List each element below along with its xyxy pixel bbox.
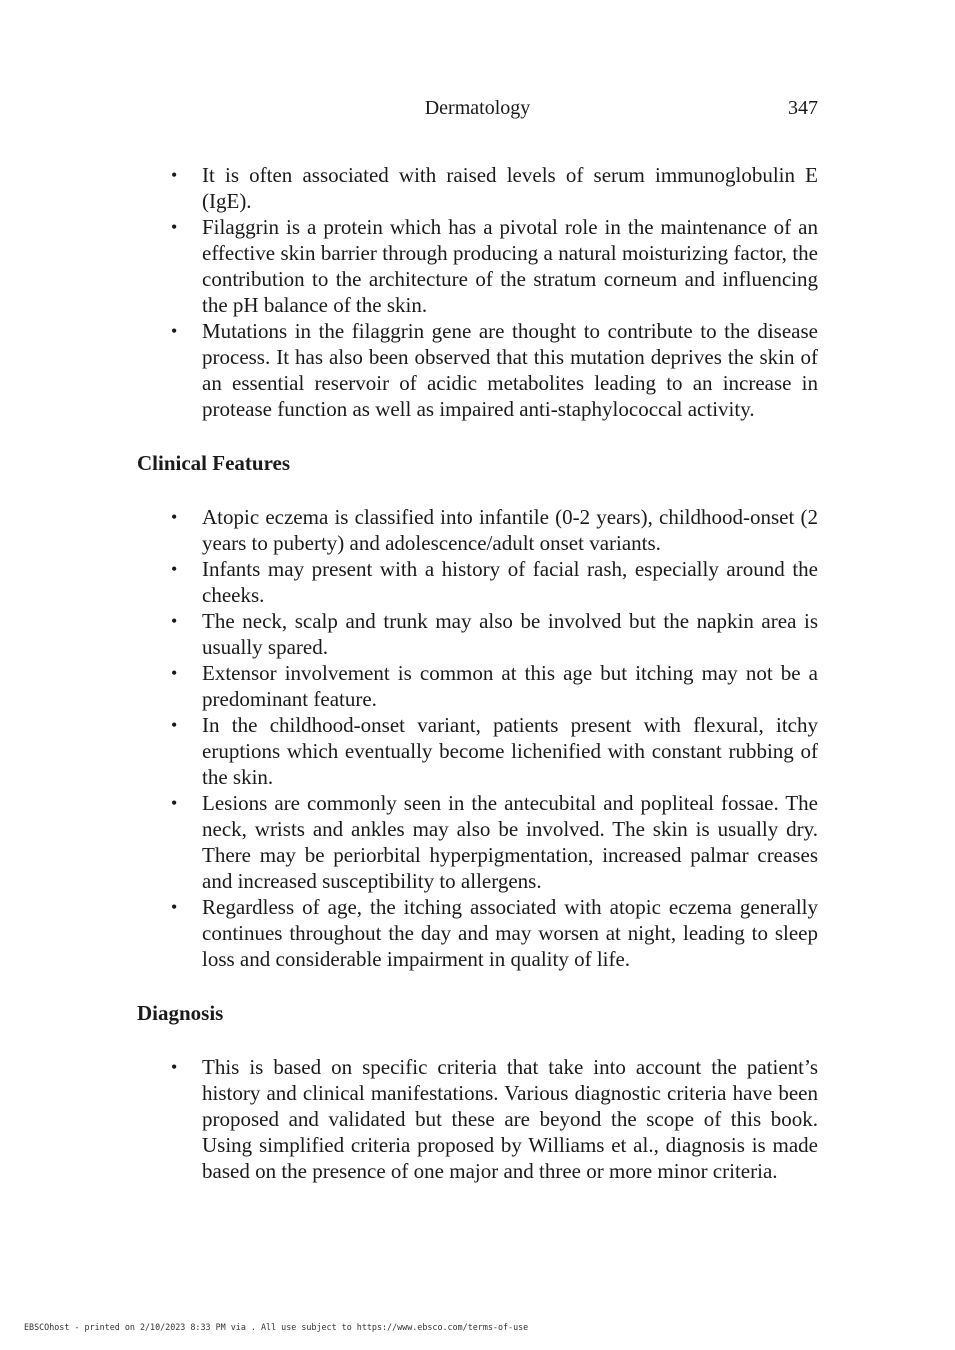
bullet-icon: •: [171, 1057, 178, 1077]
list-item-text: Atopic eczema is classified into infantile (0-2 years), childhood-onset (2 years to puberty) and adolescence/adult onset variants.: [202, 505, 818, 555]
page-body: [137, 162, 818, 1184]
bullet-icon: •: [171, 217, 178, 237]
section-heading-diagnosis: Diagnosis: [137, 1001, 224, 1025]
running-header: [137, 97, 818, 121]
diagnosis-bullet-list: [137, 1054, 818, 1184]
running-header-title: Dermatology: [424, 97, 531, 119]
list-item-text: Extensor involvement is common at this age but itching may not be a predominant feature.: [202, 661, 818, 711]
bullet-icon: •: [171, 559, 178, 579]
list-item: [137, 318, 818, 422]
bullet-icon: •: [171, 321, 178, 341]
intro-bullet-list: [137, 162, 818, 422]
bullet-icon: •: [171, 611, 178, 631]
clinical-features-bullet-list: [137, 504, 818, 972]
list-item: [137, 608, 818, 660]
bullet-icon: •: [171, 507, 178, 527]
bullet-icon: •: [171, 663, 178, 683]
list-item-text: Filaggrin is a protein which has a pivotal role in the maintenance of an effective skin barrier through producing a natural moisturizing factor, the contribution to the architecture of the stratum corneum and influencing the pH balance of the skin.: [202, 215, 818, 317]
print-footer: EBSCOhost - printed on 2/10/2023 8:33 PM via . All use subject to https://www.ebsco.com/terms-of-use: [24, 1322, 529, 1332]
list-item: [137, 214, 818, 318]
list-item: [137, 712, 818, 790]
bullet-icon: •: [171, 793, 178, 813]
list-item: [137, 660, 818, 712]
list-item-text: The neck, scalp and trunk may also be involved but the napkin area is usually spared.: [202, 609, 818, 659]
list-item: [137, 556, 818, 608]
list-item-text: Infants may present with a history of facial rash, especially around the cheeks.: [202, 557, 818, 607]
list-item-text: Regardless of age, the itching associated with atopic eczema generally continues throughout the day and may worsen at night, leading to sleep loss and considerable impairment in quality of life.: [202, 895, 818, 971]
list-item: [137, 790, 818, 894]
bullet-icon: •: [171, 897, 178, 917]
list-item: [137, 894, 818, 972]
list-item-text: This is based on specific criteria that take into account the patient’s history and clinical manifestations. Various diagnostic criteria have been proposed and validated but these are beyond the scope of this book. Using simplified criteria proposed by Williams et al., diagnosis is made based on the presence of one major and three or more minor criteria.: [202, 1055, 818, 1183]
list-item-text: Lesions are commonly seen in the antecubital and popliteal fossae. The neck, wrists and ankles may also be involved. The skin is usually dry. There may be periorbital hyperpigmentation, increased palmar creases and increased susceptibility to allergens.: [202, 791, 818, 893]
list-item: [137, 504, 818, 556]
list-item: [137, 162, 818, 214]
page-number: 347: [788, 97, 818, 119]
bullet-icon: •: [171, 715, 178, 735]
list-item-text: It is often associated with raised levels of serum immunoglobulin E (IgE).: [202, 163, 818, 213]
section-heading-clinical-features: Clinical Features: [137, 451, 291, 475]
bullet-icon: •: [171, 165, 178, 185]
list-item-text: Mutations in the filaggrin gene are thought to contribute to the disease process. It has also been observed that this mutation deprives the skin of an essential reservoir of acidic metabolites leading to an increase in protease function as well as impaired anti-staphylococcal activity.: [202, 319, 818, 421]
list-item-text: In the childhood-onset variant, patients present with flexural, itchy eruptions which eventually become lichenified with constant rubbing of the skin.: [202, 713, 818, 789]
list-item: [137, 1054, 818, 1184]
